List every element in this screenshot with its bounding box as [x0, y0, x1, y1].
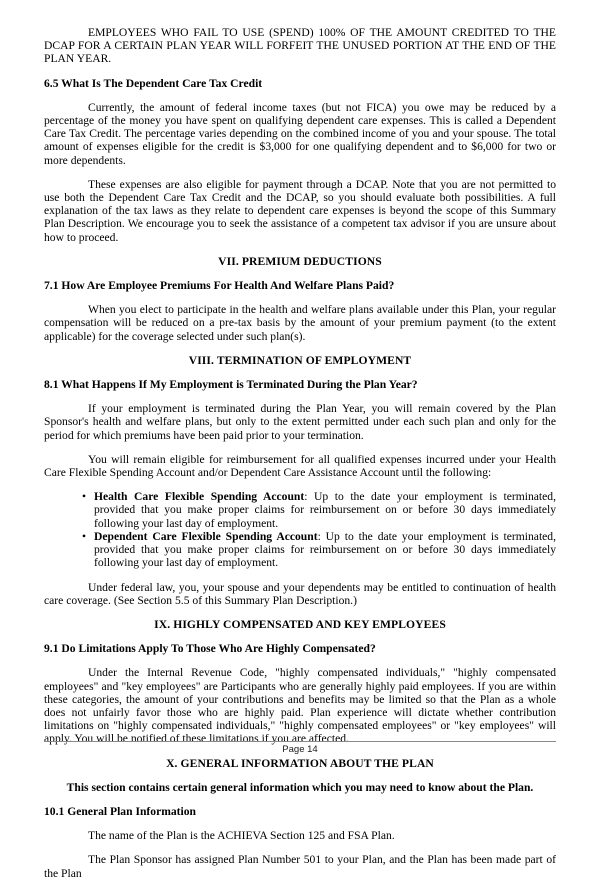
heading-9-1: 9.1 Do Limitations Apply To Those Who Are Highly Compensated?: [44, 642, 376, 656]
list-item: [82, 490, 556, 530]
termination-bullet-list: [44, 490, 556, 569]
heading-section-vii: VII. PREMIUM DEDUCTIONS: [218, 254, 382, 268]
heading-7-1: 7.1 How Are Employee Premiums For Health And Welfare Plans Paid?: [44, 279, 395, 293]
paragraph-6-5-a: Currently, the amount of federal income taxes (but not FICA) you owe may be reduced by a percentage of the money you have spent on qualifying dependent care expenses. This is called a Dependent Care Tax Credit. The percentage varies depending on the combined income of you and your spouse. The total amount of expenses eligible for the credit is $3,000 for one qualifying dependent and to $6,000 for two or more dependents.: [44, 100, 556, 167]
heading-6-5: 6.5 What Is The Dependent Care Tax Credit: [44, 76, 263, 90]
paragraph-10-1-a: The name of the Plan is the ACHIEVA Section 125 and FSA Plan.: [88, 829, 395, 843]
heading-section-ix: IX. HIGHLY COMPENSATED AND KEY EMPLOYEES: [154, 617, 446, 631]
footer-divider: [44, 741, 556, 742]
paragraph-6-5-b: These expenses are also eligible for payment through a DCAP. Note that you are not permitted to use both the Dependent Care Tax Credit and the DCAP, so you should evaluate both possibilities. A full explanation of the tax laws as they relate to dependent care expenses is beyond the scope of this Summary Plan Description. We encourage you to seek the assistance of a competent tax advisor if you are unsure about how to proceed.: [44, 177, 556, 244]
list-item-text: : Up to the date your employment is terminated, provided that you make proper claims for reimbursement on or before 30 days immediately following your last day of employment.: [94, 529, 557, 570]
paragraph-10-1-b: The Plan Sponsor has assigned Plan Number 501 to your Plan, and the Plan has been made part of the Plan: [44, 853, 556, 880]
page-number: Page 14: [282, 744, 318, 755]
paragraph-7-1: When you elect to participate in the health and welfare plans available under this Plan, your regular compensation will be reduced on a pre-tax basis by the amount of your premium payment (to the extent applicable) for the coverage selected under such plan(s).: [44, 303, 556, 343]
heading-section-viii: VIII. TERMINATION OF EMPLOYMENT: [188, 353, 412, 367]
list-item-lead: Dependent Care Flexible Spending Account: [94, 529, 318, 543]
list-item-lead: Health Care Flexible Spending Account: [94, 490, 305, 504]
list-item-text: : Up to the date your employment is terminated, provided that you make proper claims for reimbursement on or before 30 days immediately following your last day of employment.: [94, 490, 556, 530]
paragraph-8-1-a: If your employment is terminated during the Plan Year, you will remain covered by the Plan Sponsor's health and welfare plans, but only to the extent permitted under each such plan and only for the period for which premiums have been paid prior to your termination.: [44, 402, 556, 442]
section-x-subtitle: This section contains certain general information which you may need to know about the Plan.: [66, 780, 534, 794]
list-item: [82, 530, 556, 570]
paragraph-8-1-c: Under federal law, you, your spouse and your dependents may be entitled to continuation of health care coverage. (See Section 5.5 of this Summary Plan Description.): [44, 580, 556, 607]
paragraph-8-1-b: You will remain eligible for reimbursement for all qualified expenses incurred under your Health Care Flexible Spending Account and/or Dependent Care Assistance Account until the following:: [44, 452, 556, 480]
heading-8-1: 8.1 What Happens If My Employment is Terminated During the Plan Year?: [44, 378, 418, 392]
paragraph-9-1: Under the Internal Revenue Code, "highly compensated individuals," "highly compensated employees" and "key employees" are Participants who are generally highly paid employees. If you are within these categories, the amount of your contributions and benefits may be limited so that the Plan as a whole does not unfairly favor those who are highly paid. Plan experience will dictate whether contribution limitations on "highly compensated individuals," "highly compensated employees" or "key employees" will apply. You will be notified of these limitations if you are affected.: [44, 666, 556, 746]
intro-caps-paragraph: EMPLOYEES WHO FAIL TO USE (SPEND) 100% OF THE AMOUNT CREDITED TO THE DCAP FOR A CERTAIN PLAN YEAR WILL FORFEIT THE UNUSED PORTION AT THE END OF THE PLAN YEAR.: [44, 26, 556, 66]
heading-10-1: 10.1 General Plan Information: [44, 804, 196, 818]
page-footer: [44, 741, 556, 756]
heading-section-x: X. GENERAL INFORMATION ABOUT THE PLAN: [166, 756, 434, 770]
